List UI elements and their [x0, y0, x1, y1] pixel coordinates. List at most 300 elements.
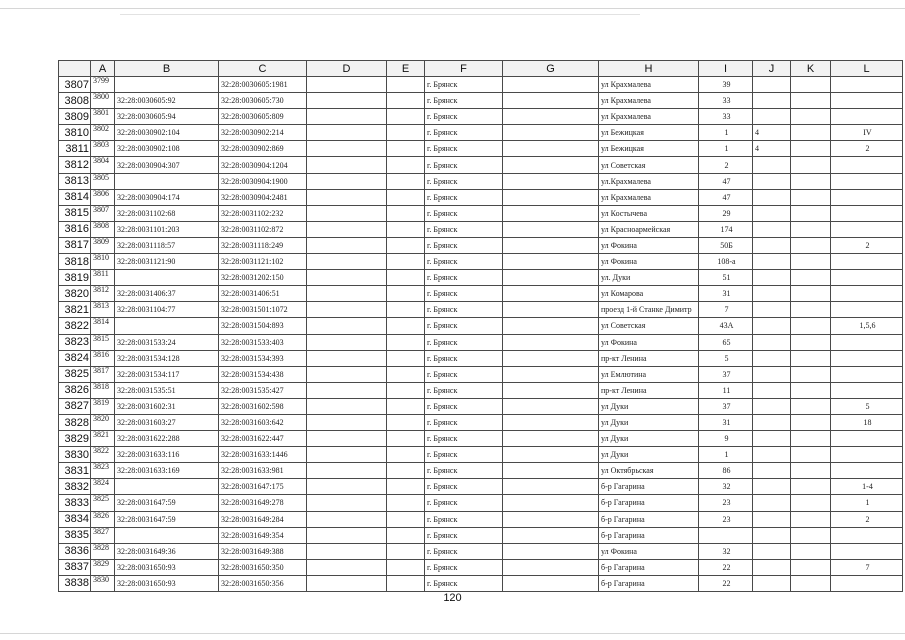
cell-j[interactable] — [753, 559, 791, 575]
cell-c[interactable]: 32:28:0030902:869 — [219, 141, 307, 157]
cell-j[interactable] — [753, 237, 791, 253]
cell-k[interactable] — [791, 318, 831, 334]
cell-f[interactable]: г. Брянск — [425, 77, 503, 93]
cell-j[interactable] — [753, 382, 791, 398]
cell-c[interactable]: 32:28:0030904:1204 — [219, 157, 307, 173]
cell-f[interactable]: г. Брянск — [425, 221, 503, 237]
cell-c[interactable]: 32:28:0031406:51 — [219, 286, 307, 302]
cell-d[interactable] — [307, 286, 387, 302]
cell-c[interactable]: 32:28:0031649:388 — [219, 543, 307, 559]
cell-k[interactable] — [791, 398, 831, 414]
cell-b[interactable]: 32:28:0031101:203 — [115, 221, 219, 237]
cell-d[interactable] — [307, 254, 387, 270]
cell-c[interactable]: 32:28:0031650:356 — [219, 575, 307, 591]
cell-b[interactable]: 32:28:0031104:77 — [115, 302, 219, 318]
cell-g[interactable] — [503, 254, 599, 270]
cell-k[interactable] — [791, 334, 831, 350]
cell-d[interactable] — [307, 447, 387, 463]
cell-h[interactable]: ул Комарова — [599, 286, 699, 302]
cell-a[interactable]: 3802 — [91, 125, 115, 141]
cell-a[interactable]: 3811 — [91, 270, 115, 286]
cell-f[interactable]: г. Брянск — [425, 479, 503, 495]
cell-k[interactable] — [791, 414, 831, 430]
cell-g[interactable] — [503, 447, 599, 463]
row-header[interactable]: 3835 — [59, 527, 91, 543]
cell-g[interactable] — [503, 382, 599, 398]
cell-f[interactable]: г. Брянск — [425, 447, 503, 463]
cell-j[interactable] — [753, 334, 791, 350]
cell-c[interactable]: 32:28:0031534:393 — [219, 350, 307, 366]
cell-a[interactable]: 3825 — [91, 495, 115, 511]
cell-i[interactable]: 29 — [699, 205, 753, 221]
cell-a[interactable]: 3826 — [91, 511, 115, 527]
cell-k[interactable] — [791, 221, 831, 237]
cell-a[interactable]: 3814 — [91, 318, 115, 334]
cell-c[interactable]: 32:28:0031118:249 — [219, 237, 307, 253]
cell-g[interactable] — [503, 318, 599, 334]
cell-g[interactable] — [503, 495, 599, 511]
cell-j[interactable]: 4 — [753, 141, 791, 157]
cell-j[interactable] — [753, 254, 791, 270]
column-header-l[interactable]: L — [831, 61, 903, 77]
cell-a[interactable]: 3813 — [91, 302, 115, 318]
cell-a[interactable]: 3821 — [91, 431, 115, 447]
cell-e[interactable] — [387, 318, 425, 334]
cell-j[interactable] — [753, 366, 791, 382]
cell-k[interactable] — [791, 237, 831, 253]
cell-d[interactable] — [307, 125, 387, 141]
cell-h[interactable]: ул.Крахмалева — [599, 173, 699, 189]
cell-a[interactable]: 3799 — [91, 77, 115, 93]
cell-h[interactable]: б-р Гагарина — [599, 479, 699, 495]
cell-b[interactable]: 32:28:0031602:31 — [115, 398, 219, 414]
cell-k[interactable] — [791, 141, 831, 157]
cell-b[interactable]: 32:28:0031603:27 — [115, 414, 219, 430]
cell-c[interactable]: 32:28:0031649:354 — [219, 527, 307, 543]
cell-j[interactable] — [753, 270, 791, 286]
cell-c[interactable]: 32:28:0031533:403 — [219, 334, 307, 350]
cell-e[interactable] — [387, 382, 425, 398]
cell-i[interactable]: 108-а — [699, 254, 753, 270]
cell-b[interactable]: 32:28:0031647:59 — [115, 495, 219, 511]
row-header[interactable]: 3829 — [59, 431, 91, 447]
cell-l[interactable] — [831, 221, 903, 237]
row-header[interactable]: 3823 — [59, 334, 91, 350]
cell-l[interactable] — [831, 334, 903, 350]
column-header-c[interactable]: C — [219, 61, 307, 77]
cell-j[interactable] — [753, 463, 791, 479]
cell-c[interactable]: 32:28:0031202:150 — [219, 270, 307, 286]
cell-e[interactable] — [387, 463, 425, 479]
row-header[interactable]: 3824 — [59, 350, 91, 366]
cell-e[interactable] — [387, 350, 425, 366]
cell-a[interactable]: 3803 — [91, 141, 115, 157]
cell-b[interactable]: 32:28:0030902:108 — [115, 141, 219, 157]
cell-c[interactable]: 32:28:0031649:284 — [219, 511, 307, 527]
cell-e[interactable] — [387, 495, 425, 511]
cell-i[interactable]: 33 — [699, 93, 753, 109]
cell-a[interactable]: 3820 — [91, 414, 115, 430]
cell-d[interactable] — [307, 398, 387, 414]
cell-b[interactable]: 32:28:0030605:92 — [115, 93, 219, 109]
cell-k[interactable] — [791, 431, 831, 447]
cell-e[interactable] — [387, 366, 425, 382]
cell-f[interactable]: г. Брянск — [425, 350, 503, 366]
cell-h[interactable]: ул Крахмалева — [599, 109, 699, 125]
cell-b[interactable]: 32:28:0031406:37 — [115, 286, 219, 302]
cell-e[interactable] — [387, 221, 425, 237]
cell-h[interactable]: ул Фокина — [599, 543, 699, 559]
cell-l[interactable]: 7 — [831, 559, 903, 575]
cell-j[interactable] — [753, 527, 791, 543]
cell-j[interactable] — [753, 302, 791, 318]
cell-k[interactable] — [791, 93, 831, 109]
cell-a[interactable]: 3808 — [91, 221, 115, 237]
cell-l[interactable]: IV — [831, 125, 903, 141]
corner-cell[interactable] — [59, 61, 91, 77]
cell-g[interactable] — [503, 270, 599, 286]
cell-g[interactable] — [503, 157, 599, 173]
cell-j[interactable] — [753, 398, 791, 414]
cell-e[interactable] — [387, 270, 425, 286]
cell-c[interactable]: 32:28:0030904:1900 — [219, 173, 307, 189]
cell-l[interactable]: 2 — [831, 511, 903, 527]
cell-b[interactable] — [115, 479, 219, 495]
cell-c[interactable]: 32:28:0031602:598 — [219, 398, 307, 414]
column-header-k[interactable]: K — [791, 61, 831, 77]
cell-g[interactable] — [503, 463, 599, 479]
cell-l[interactable] — [831, 463, 903, 479]
cell-g[interactable] — [503, 431, 599, 447]
row-header[interactable]: 3815 — [59, 205, 91, 221]
cell-l[interactable] — [831, 431, 903, 447]
cell-b[interactable] — [115, 173, 219, 189]
cell-j[interactable] — [753, 93, 791, 109]
cell-c[interactable]: 32:28:0031633:1446 — [219, 447, 307, 463]
row-header[interactable]: 3808 — [59, 93, 91, 109]
cell-c[interactable]: 32:28:0030902:214 — [219, 125, 307, 141]
cell-h[interactable]: ул Емлютина — [599, 366, 699, 382]
cell-f[interactable]: г. Брянск — [425, 366, 503, 382]
cell-g[interactable] — [503, 575, 599, 591]
cell-j[interactable] — [753, 431, 791, 447]
cell-h[interactable]: ул Красноармейская — [599, 221, 699, 237]
cell-i[interactable]: 37 — [699, 398, 753, 414]
cell-d[interactable] — [307, 543, 387, 559]
cell-k[interactable] — [791, 205, 831, 221]
cell-d[interactable] — [307, 366, 387, 382]
cell-e[interactable] — [387, 575, 425, 591]
cell-f[interactable]: г. Брянск — [425, 189, 503, 205]
cell-k[interactable] — [791, 479, 831, 495]
cell-e[interactable] — [387, 109, 425, 125]
cell-h[interactable]: ул Советская — [599, 157, 699, 173]
cell-d[interactable] — [307, 221, 387, 237]
cell-d[interactable] — [307, 141, 387, 157]
cell-a[interactable]: 3823 — [91, 463, 115, 479]
cell-b[interactable]: 32:28:0031647:59 — [115, 511, 219, 527]
cell-d[interactable] — [307, 575, 387, 591]
column-header-d[interactable]: D — [307, 61, 387, 77]
cell-a[interactable]: 3828 — [91, 543, 115, 559]
cell-h[interactable]: б-р Гагарина — [599, 559, 699, 575]
cell-l[interactable] — [831, 575, 903, 591]
cell-g[interactable] — [503, 77, 599, 93]
cell-l[interactable] — [831, 350, 903, 366]
row-header[interactable]: 3834 — [59, 511, 91, 527]
cell-c[interactable]: 32:28:0031102:872 — [219, 221, 307, 237]
cell-d[interactable] — [307, 479, 387, 495]
cell-l[interactable] — [831, 77, 903, 93]
cell-j[interactable] — [753, 221, 791, 237]
cell-c[interactable]: 32:28:0031501:1072 — [219, 302, 307, 318]
cell-l[interactable] — [831, 527, 903, 543]
cell-l[interactable] — [831, 302, 903, 318]
cell-a[interactable]: 3809 — [91, 237, 115, 253]
cell-b[interactable]: 32:28:0031650:93 — [115, 559, 219, 575]
cell-a[interactable]: 3815 — [91, 334, 115, 350]
cell-l[interactable] — [831, 189, 903, 205]
cell-a[interactable]: 3801 — [91, 109, 115, 125]
cell-h[interactable]: б-р Гагарина — [599, 527, 699, 543]
column-header-a[interactable]: A — [91, 61, 115, 77]
cell-c[interactable]: 32:28:0031121:102 — [219, 254, 307, 270]
cell-f[interactable]: г. Брянск — [425, 237, 503, 253]
cell-j[interactable] — [753, 157, 791, 173]
cell-i[interactable]: 1 — [699, 141, 753, 157]
cell-l[interactable] — [831, 366, 903, 382]
cell-h[interactable]: ул Фокина — [599, 237, 699, 253]
cell-k[interactable] — [791, 286, 831, 302]
cell-d[interactable] — [307, 495, 387, 511]
column-header-f[interactable]: F — [425, 61, 503, 77]
cell-d[interactable] — [307, 189, 387, 205]
cell-e[interactable] — [387, 479, 425, 495]
cell-i[interactable]: 51 — [699, 270, 753, 286]
cell-c[interactable]: 32:28:0031102:232 — [219, 205, 307, 221]
column-header-g[interactable]: G — [503, 61, 599, 77]
cell-a[interactable]: 3810 — [91, 254, 115, 270]
cell-b[interactable] — [115, 527, 219, 543]
cell-i[interactable]: 1 — [699, 125, 753, 141]
row-header[interactable]: 3818 — [59, 254, 91, 270]
cell-d[interactable] — [307, 270, 387, 286]
cell-k[interactable] — [791, 173, 831, 189]
cell-j[interactable] — [753, 543, 791, 559]
cell-f[interactable]: г. Брянск — [425, 334, 503, 350]
cell-d[interactable] — [307, 463, 387, 479]
cell-c[interactable]: 32:28:0031633:981 — [219, 463, 307, 479]
cell-j[interactable] — [753, 286, 791, 302]
cell-a[interactable]: 3806 — [91, 189, 115, 205]
cell-j[interactable] — [753, 511, 791, 527]
cell-c[interactable]: 32:28:0030605:809 — [219, 109, 307, 125]
cell-b[interactable]: 32:28:0031633:116 — [115, 447, 219, 463]
cell-e[interactable] — [387, 334, 425, 350]
cell-e[interactable] — [387, 543, 425, 559]
cell-b[interactable]: 32:28:0030605:94 — [115, 109, 219, 125]
cell-b[interactable]: 32:28:0031118:57 — [115, 237, 219, 253]
cell-g[interactable] — [503, 527, 599, 543]
row-header[interactable]: 3812 — [59, 157, 91, 173]
cell-f[interactable]: г. Брянск — [425, 511, 503, 527]
cell-h[interactable]: проезд 1-й Станке Димитр — [599, 302, 699, 318]
cell-d[interactable] — [307, 511, 387, 527]
cell-b[interactable]: 32:28:0030904:174 — [115, 189, 219, 205]
cell-i[interactable]: 23 — [699, 495, 753, 511]
cell-b[interactable]: 32:28:0031650:93 — [115, 575, 219, 591]
cell-a[interactable]: 3818 — [91, 382, 115, 398]
cell-h[interactable]: б-р Гагарина — [599, 495, 699, 511]
cell-j[interactable] — [753, 414, 791, 430]
cell-f[interactable]: г. Брянск — [425, 382, 503, 398]
cell-l[interactable] — [831, 382, 903, 398]
column-header-b[interactable]: B — [115, 61, 219, 77]
cell-b[interactable]: 32:28:0031633:169 — [115, 463, 219, 479]
cell-d[interactable] — [307, 77, 387, 93]
cell-a[interactable]: 3804 — [91, 157, 115, 173]
row-header[interactable]: 3814 — [59, 189, 91, 205]
cell-c[interactable]: 32:28:0031534:438 — [219, 366, 307, 382]
row-header[interactable]: 3836 — [59, 543, 91, 559]
cell-i[interactable]: 31 — [699, 286, 753, 302]
cell-j[interactable] — [753, 479, 791, 495]
cell-l[interactable] — [831, 543, 903, 559]
cell-b[interactable]: 32:28:0031534:117 — [115, 366, 219, 382]
cell-j[interactable] — [753, 447, 791, 463]
cell-f[interactable]: г. Брянск — [425, 173, 503, 189]
row-header[interactable]: 3813 — [59, 173, 91, 189]
cell-c[interactable]: 32:28:0030605:730 — [219, 93, 307, 109]
cell-d[interactable] — [307, 173, 387, 189]
cell-h[interactable]: ул Фокина — [599, 254, 699, 270]
row-header[interactable]: 3832 — [59, 479, 91, 495]
cell-h[interactable]: ул Дуки — [599, 398, 699, 414]
row-header[interactable]: 3820 — [59, 286, 91, 302]
cell-e[interactable] — [387, 189, 425, 205]
row-header[interactable]: 3838 — [59, 575, 91, 591]
cell-h[interactable]: ул Фокина — [599, 334, 699, 350]
cell-d[interactable] — [307, 414, 387, 430]
cell-i[interactable]: 9 — [699, 431, 753, 447]
column-header-h[interactable]: H — [599, 61, 699, 77]
cell-i[interactable]: 65 — [699, 334, 753, 350]
cell-g[interactable] — [503, 237, 599, 253]
cell-d[interactable] — [307, 205, 387, 221]
cell-l[interactable]: 2 — [831, 237, 903, 253]
row-header[interactable]: 3816 — [59, 221, 91, 237]
cell-b[interactable]: 32:28:0031533:24 — [115, 334, 219, 350]
cell-l[interactable] — [831, 205, 903, 221]
cell-e[interactable] — [387, 173, 425, 189]
cell-g[interactable] — [503, 479, 599, 495]
cell-h[interactable]: пр-кт Ленина — [599, 350, 699, 366]
cell-h[interactable]: ул Бежицкая — [599, 125, 699, 141]
cell-h[interactable]: ул Крахмалева — [599, 77, 699, 93]
cell-j[interactable] — [753, 173, 791, 189]
cell-f[interactable]: г. Брянск — [425, 414, 503, 430]
cell-k[interactable] — [791, 125, 831, 141]
cell-f[interactable]: г. Брянск — [425, 125, 503, 141]
cell-l[interactable] — [831, 93, 903, 109]
cell-i[interactable]: 32 — [699, 543, 753, 559]
cell-e[interactable] — [387, 559, 425, 575]
cell-e[interactable] — [387, 511, 425, 527]
cell-a[interactable]: 3824 — [91, 479, 115, 495]
row-header[interactable]: 3830 — [59, 447, 91, 463]
cell-h[interactable]: б-р Гагарина — [599, 511, 699, 527]
cell-f[interactable]: г. Брянск — [425, 109, 503, 125]
cell-f[interactable]: г. Брянск — [425, 431, 503, 447]
cell-a[interactable]: 3800 — [91, 93, 115, 109]
cell-f[interactable]: г. Брянск — [425, 286, 503, 302]
cell-e[interactable] — [387, 141, 425, 157]
cell-l[interactable]: 18 — [831, 414, 903, 430]
cell-a[interactable]: 3816 — [91, 350, 115, 366]
cell-i[interactable]: 47 — [699, 173, 753, 189]
cell-g[interactable] — [503, 350, 599, 366]
cell-e[interactable] — [387, 398, 425, 414]
cell-j[interactable] — [753, 495, 791, 511]
cell-l[interactable] — [831, 173, 903, 189]
cell-i[interactable]: 39 — [699, 77, 753, 93]
cell-a[interactable]: 3807 — [91, 205, 115, 221]
cell-a[interactable]: 3822 — [91, 447, 115, 463]
cell-g[interactable] — [503, 173, 599, 189]
cell-k[interactable] — [791, 254, 831, 270]
cell-f[interactable]: г. Брянск — [425, 270, 503, 286]
cell-c[interactable]: 32:28:0030904:2481 — [219, 189, 307, 205]
cell-g[interactable] — [503, 559, 599, 575]
cell-l[interactable]: 1-4 — [831, 479, 903, 495]
cell-i[interactable]: 43А — [699, 318, 753, 334]
row-header[interactable]: 3831 — [59, 463, 91, 479]
cell-b[interactable]: 32:28:0031102:68 — [115, 205, 219, 221]
cell-k[interactable] — [791, 302, 831, 318]
column-header-j[interactable]: J — [753, 61, 791, 77]
cell-g[interactable] — [503, 189, 599, 205]
cell-i[interactable]: 1 — [699, 447, 753, 463]
cell-k[interactable] — [791, 511, 831, 527]
cell-d[interactable] — [307, 527, 387, 543]
cell-e[interactable] — [387, 125, 425, 141]
cell-a[interactable]: 3827 — [91, 527, 115, 543]
cell-g[interactable] — [503, 125, 599, 141]
cell-a[interactable]: 3805 — [91, 173, 115, 189]
cell-e[interactable] — [387, 447, 425, 463]
cell-c[interactable]: 32:28:0031504:893 — [219, 318, 307, 334]
cell-g[interactable] — [503, 398, 599, 414]
cell-d[interactable] — [307, 157, 387, 173]
cell-d[interactable] — [307, 318, 387, 334]
cell-a[interactable]: 3819 — [91, 398, 115, 414]
cell-k[interactable] — [791, 270, 831, 286]
row-header[interactable]: 3825 — [59, 366, 91, 382]
cell-i[interactable]: 22 — [699, 559, 753, 575]
cell-b[interactable] — [115, 77, 219, 93]
cell-f[interactable]: г. Брянск — [425, 543, 503, 559]
cell-k[interactable] — [791, 366, 831, 382]
cell-k[interactable] — [791, 350, 831, 366]
cell-l[interactable] — [831, 109, 903, 125]
row-header[interactable]: 3822 — [59, 318, 91, 334]
cell-a[interactable]: 3812 — [91, 286, 115, 302]
cell-k[interactable] — [791, 109, 831, 125]
cell-k[interactable] — [791, 189, 831, 205]
cell-i[interactable]: 22 — [699, 575, 753, 591]
cell-h[interactable]: ул Крахмалева — [599, 189, 699, 205]
cell-g[interactable] — [503, 205, 599, 221]
